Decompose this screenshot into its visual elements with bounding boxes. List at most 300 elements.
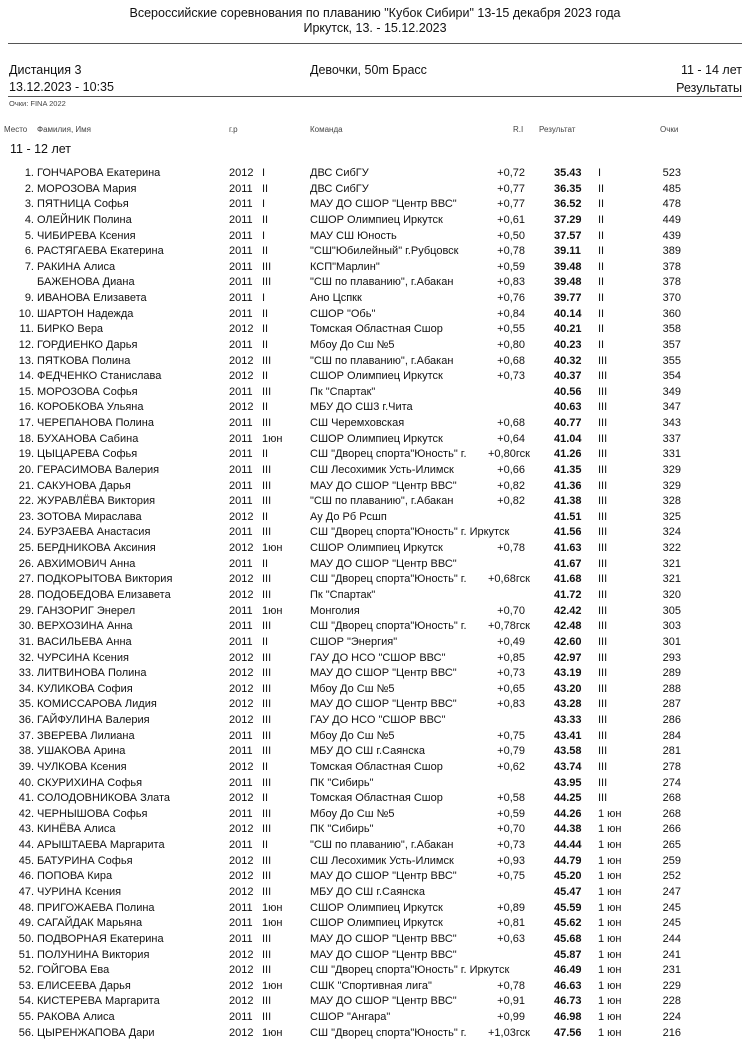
birth-year: 2012 — [229, 760, 254, 773]
points-value: 378 — [662, 260, 681, 273]
birth-year: 2012 — [229, 682, 254, 695]
table-row — [0, 588, 750, 604]
table-row — [0, 338, 750, 354]
athlete-grade: III — [262, 932, 272, 945]
reaction-index: +0,55 — [497, 323, 525, 336]
points-value: 224 — [662, 1011, 681, 1024]
birth-year: 2012 — [229, 354, 254, 367]
result-category: 1 юн — [598, 807, 622, 820]
reaction-index: +0,63 — [497, 932, 525, 945]
points-value: 244 — [662, 932, 681, 945]
table-row — [0, 619, 750, 635]
points-value: 439 — [662, 229, 681, 242]
result-time: 46.63 — [554, 979, 582, 992]
points-value: 241 — [662, 948, 681, 961]
team-name: СШ Черемховская — [310, 417, 405, 430]
result-category: II — [598, 292, 605, 305]
result-time: 43.74 — [554, 760, 582, 773]
team-name: МАУ ДО СШОР "Центр ВВС" — [310, 698, 457, 711]
athlete-grade: III — [262, 698, 272, 711]
athlete-name: ВАСИЛЬЕВА Анна — [37, 635, 132, 648]
points-value: 278 — [662, 760, 681, 773]
team-name: СШ Лесохимик Усть-Илимск — [310, 463, 454, 476]
reaction-index: +0,75 — [497, 729, 525, 742]
athlete-grade: II — [262, 307, 269, 320]
place-cell: 50. — [18, 932, 34, 945]
result-category: II — [598, 182, 605, 195]
result-time: 35.43 — [554, 167, 582, 179]
birth-year: 2011 — [229, 307, 253, 320]
result-time: 36.35 — [554, 182, 582, 195]
place-cell: 32. — [18, 651, 34, 664]
place-cell: 3. — [24, 198, 34, 211]
col-header-ri: R.I — [513, 125, 524, 134]
place-cell: 49. — [18, 917, 34, 930]
athlete-grade: III — [262, 354, 272, 367]
athlete-name: ЗВЕРЕВА Лилиана — [37, 729, 135, 742]
athlete-name: КОМИССАРОВА Лидия — [37, 698, 157, 711]
col-header-result: Результат — [539, 125, 576, 134]
points-value: 247 — [662, 885, 681, 898]
reaction-index: +0,50 — [497, 229, 525, 242]
result-time: 39.48 — [554, 276, 582, 289]
team-name: "СШ по плаванию", г.Абакан — [310, 276, 454, 289]
athlete-grade: III — [262, 714, 272, 727]
place-cell: 21. — [18, 479, 34, 492]
athlete-grade: III — [262, 948, 272, 961]
athlete-name: БУХАНОВА Сабина — [37, 432, 139, 445]
place-cell: 40. — [18, 776, 34, 789]
athlete-name: РАСТЯГАЕВА Екатерина — [37, 245, 164, 258]
team-name: ПК "Сибирь" — [310, 823, 374, 836]
athlete-name: ЕЛИСЕЕВА Дарья — [37, 979, 131, 992]
birth-year: 2011 — [229, 776, 253, 789]
team-name: СШОР "Обь" — [310, 307, 376, 320]
result-time: 45.47 — [554, 885, 582, 898]
place-cell: 9. — [24, 292, 34, 305]
result-time: 44.38 — [554, 823, 582, 836]
result-category: 1 юн — [598, 948, 622, 961]
birth-year: 2012 — [229, 589, 254, 601]
athlete-grade: III — [262, 651, 272, 664]
birth-year: 2011 — [229, 276, 253, 289]
result-category: III — [598, 745, 608, 758]
table-row — [0, 307, 750, 323]
athlete-name: САГАЙДАК Марьяна — [37, 917, 143, 930]
table-row — [0, 604, 750, 620]
athlete-name: АРЫШТАЕВА Маргарита — [37, 839, 165, 852]
table-row — [0, 682, 750, 698]
result-category: III — [598, 370, 608, 383]
points-value: 287 — [662, 698, 681, 711]
team-name: МАУ ДО СШОР "Центр ВВС" — [310, 870, 457, 883]
result-category: 1 юн — [598, 901, 622, 914]
team-name: МАУ СШ Юность — [310, 229, 397, 242]
reaction-index: +0,70 — [497, 604, 525, 617]
reaction-index: +0,85 — [497, 651, 525, 664]
points-value: 354 — [662, 370, 681, 383]
place-cell: 19. — [18, 448, 34, 461]
table-row — [0, 260, 750, 276]
points-value: 347 — [662, 401, 681, 414]
table-row — [0, 494, 750, 510]
athlete-grade: II — [262, 213, 269, 226]
result-time: 41.36 — [554, 479, 582, 492]
table-row — [0, 463, 750, 479]
birth-year: 2012 — [229, 667, 254, 680]
place-cell: 29. — [18, 604, 34, 617]
athlete-name: САКУНОВА Дарья — [37, 479, 131, 492]
team-name: СШОР Олимпиец Иркутск — [310, 213, 443, 226]
result-category: III — [598, 495, 608, 508]
team-name: СШОР "Ангара" — [310, 1011, 391, 1024]
table-row — [0, 182, 750, 198]
athlete-name: КИНЁВА Алиса — [37, 823, 116, 836]
points-value: 485 — [662, 182, 681, 195]
team-name: СШ Лесохимик Усть-Илимск — [310, 854, 454, 867]
birth-year: 2012 — [229, 714, 254, 727]
birth-year: 2012 — [229, 167, 254, 179]
team-name: МАУ ДО СШОР "Центр ВВС" — [310, 948, 457, 961]
athlete-grade: III — [262, 745, 272, 758]
place-cell: 5. — [24, 229, 34, 242]
birth-year: 2011 — [229, 417, 253, 430]
reaction-index: +0,75 — [497, 870, 525, 883]
result-time: 42.60 — [554, 635, 582, 648]
athlete-name: СКУРИХИНА Софья — [37, 776, 143, 789]
athlete-name: ГАЙФУЛИНА Валерия — [37, 714, 150, 727]
reaction-index: +0,72 — [497, 167, 525, 179]
athlete-grade: III — [262, 964, 272, 977]
birth-year: 2011 — [229, 385, 253, 398]
reaction-index: +0,76 — [497, 292, 525, 305]
result-category: II — [598, 276, 605, 289]
result-time: 43.20 — [554, 682, 582, 695]
result-time: 43.28 — [554, 698, 582, 711]
team-name: Ано Цспкк — [310, 292, 362, 305]
team-name: СШОР Олимпиец Иркутск — [310, 370, 443, 383]
result-category: II — [598, 198, 605, 211]
table-row — [0, 791, 750, 807]
athlete-name: БАЖЕНОВА Диана — [37, 276, 135, 289]
athlete-grade: III — [262, 870, 272, 883]
athlete-name: ПОДВОРНАЯ Екатерина — [37, 932, 164, 945]
points-value: 324 — [662, 526, 681, 539]
birth-year: 2011 — [229, 432, 253, 445]
table-row — [0, 197, 750, 213]
birth-year: 2011 — [229, 1011, 253, 1024]
points-value: 265 — [662, 839, 681, 852]
points-value: 252 — [662, 870, 681, 883]
athlete-grade: 1юн — [262, 901, 283, 914]
place-cell: 16. — [18, 401, 34, 414]
document-type: Результаты — [676, 81, 742, 95]
place-cell: 27. — [18, 573, 34, 586]
table-row — [0, 776, 750, 792]
points-value: 337 — [662, 432, 681, 445]
athlete-name: РАКИНА Алиса — [37, 260, 116, 273]
birth-year: 2011 — [229, 495, 253, 508]
age-group-heading: 11 - 12 лет — [10, 142, 72, 156]
points-value: 293 — [662, 651, 681, 664]
result-category: III — [598, 557, 608, 570]
result-category: III — [598, 542, 608, 555]
place-cell: 37. — [18, 729, 34, 742]
team-name: ПК "Сибирь" — [310, 776, 374, 789]
athlete-name: ВЕРХОЗИНА Анна — [37, 620, 133, 633]
athlete-grade: III — [262, 729, 272, 742]
document-subtitle: Иркутск, 13. - 15.12.2023 — [303, 21, 447, 35]
points-value: 478 — [662, 198, 681, 211]
result-time: 41.26 — [554, 448, 582, 461]
birth-year: 2011 — [229, 807, 253, 820]
result-category: 1 юн — [598, 885, 622, 898]
result-time: 40.23 — [554, 338, 582, 351]
table-row — [0, 979, 750, 995]
table-row — [0, 932, 750, 948]
birth-year: 2012 — [229, 792, 254, 805]
points-value: 343 — [662, 417, 681, 430]
table-row — [0, 385, 750, 401]
table-row — [0, 713, 750, 729]
reaction-index: +0,83 — [497, 698, 525, 711]
team-name: "СШ"Юбилейный" г.Рубцовск — [310, 245, 459, 258]
athlete-name: СОЛОДОВНИКОВА Злата — [37, 792, 171, 805]
athlete-grade: III — [262, 854, 272, 867]
reaction-index: +0,68гск — [488, 573, 530, 586]
reaction-index: +0,99 — [497, 1011, 525, 1024]
team-name: МАУ ДО СШОР "Центр ВВС" — [310, 557, 457, 570]
result-time: 47.56 — [554, 1026, 582, 1039]
reaction-index: +0,82 — [497, 479, 525, 492]
athlete-grade: 1юн — [262, 542, 283, 555]
table-row — [0, 822, 750, 838]
points-value: 360 — [662, 307, 681, 320]
birth-year: 2011 — [229, 635, 253, 648]
place-cell: 4. — [24, 213, 34, 226]
reaction-index: +0,83 — [497, 276, 525, 289]
result-category: II — [598, 245, 605, 258]
reaction-index: +1,03гск — [488, 1026, 530, 1039]
reaction-index: +0,61 — [497, 213, 525, 226]
athlete-name: ИВАНОВА Елизавета — [37, 292, 147, 305]
place-cell: 43. — [18, 823, 34, 836]
birth-year: 2012 — [229, 698, 254, 711]
place-cell: 6. — [24, 245, 34, 258]
athlete-name: АВХИМОВИЧ Анна — [37, 557, 136, 570]
table-row — [0, 697, 750, 713]
result-category: III — [598, 526, 608, 539]
team-name: Ау До Рб Рсшп — [310, 510, 387, 523]
athlete-name: ГОЙГОВА Ева — [37, 964, 110, 977]
result-time: 43.95 — [554, 776, 582, 789]
athlete-name: ЦЫЦАРЕВА Софья — [37, 448, 138, 461]
col-header-points: Очки — [660, 125, 679, 134]
reaction-index: +0,68 — [497, 354, 525, 367]
birth-year: 2011 — [229, 526, 253, 539]
table-row — [0, 416, 750, 432]
result-time: 44.26 — [554, 807, 582, 820]
reaction-index: +0,78 — [497, 245, 525, 258]
table-row — [0, 885, 750, 901]
athlete-grade: II — [262, 839, 269, 852]
result-category: III — [598, 573, 608, 586]
points-value: 229 — [662, 979, 681, 992]
table-row — [0, 479, 750, 495]
birth-year: 2012 — [229, 573, 254, 586]
result-category: I — [598, 167, 602, 179]
reaction-index: +0,68 — [497, 417, 525, 430]
team-name: "СШ по плаванию", г.Абакан — [310, 839, 454, 852]
col-header-year: г.р — [229, 125, 238, 134]
place-cell: 7. — [24, 260, 34, 273]
place-cell: 55. — [18, 1011, 34, 1024]
athlete-grade: III — [262, 1011, 272, 1024]
team-name: ДВС СибГУ — [310, 182, 369, 195]
result-category: 1 юн — [598, 1026, 622, 1039]
age-range: 11 - 14 лет — [680, 63, 742, 77]
athlete-grade: II — [262, 792, 269, 805]
athlete-grade: 1юн — [262, 604, 283, 617]
points-value: 303 — [662, 620, 681, 633]
place-cell: 31. — [18, 635, 34, 648]
athlete-name: БУРЗАЕВА Анастасия — [37, 526, 151, 539]
birth-year: 2011 — [229, 463, 253, 476]
result-category: 1 юн — [598, 979, 622, 992]
event-datetime: 13.12.2023 - 10:35 — [9, 80, 114, 94]
place-cell: 25. — [18, 542, 34, 555]
distance-label: Дистанция 3 — [9, 63, 82, 77]
result-time: 41.51 — [554, 510, 582, 523]
points-value: 266 — [662, 823, 681, 836]
athlete-name: КУЛИКОВА София — [37, 682, 133, 695]
table-row — [0, 369, 750, 385]
athlete-grade: II — [262, 338, 269, 351]
result-time: 41.67 — [554, 557, 582, 570]
place-cell: 56. — [18, 1026, 34, 1039]
result-category: III — [598, 714, 608, 727]
team-name: МАУ ДО СШОР "Центр ВВС" — [310, 198, 457, 211]
result-category: III — [598, 635, 608, 648]
athlete-name: МОРОЗОВА Софья — [37, 385, 138, 398]
result-time: 41.35 — [554, 463, 582, 476]
athlete-grade: III — [262, 682, 272, 695]
points-value: 357 — [662, 338, 681, 351]
team-name: СШОР Олимпиец Иркутск — [310, 917, 443, 930]
athlete-grade: III — [262, 495, 272, 508]
place-cell: 13. — [18, 354, 34, 367]
result-category: III — [598, 667, 608, 680]
points-value: 216 — [662, 1026, 681, 1039]
result-time: 46.73 — [554, 995, 582, 1008]
result-category: III — [598, 698, 608, 711]
points-value: 289 — [662, 667, 681, 680]
place-cell: 1. — [24, 167, 34, 179]
place-cell: 12. — [18, 338, 34, 351]
header-divider — [8, 43, 742, 44]
athlete-name: ЧУРСИНА Ксения — [37, 651, 129, 664]
place-cell: 36. — [18, 714, 34, 727]
result-category: 1 юн — [598, 964, 622, 977]
reaction-index: +0,59 — [497, 807, 525, 820]
points-note: Очки: FINA 2022 — [9, 99, 66, 108]
col-header-place: Место — [4, 125, 28, 134]
result-category: II — [598, 229, 605, 242]
reaction-index: +0,49 — [497, 635, 525, 648]
table-row — [0, 807, 750, 823]
result-time: 46.98 — [554, 1011, 582, 1024]
result-time: 45.59 — [554, 901, 582, 914]
result-category: III — [598, 589, 608, 601]
result-time: 41.56 — [554, 526, 582, 539]
team-name: МАУ ДО СШОР "Центр ВВС" — [310, 932, 457, 945]
col-header-team: Команда — [310, 125, 343, 134]
athlete-grade: 1юн — [262, 979, 283, 992]
athlete-name: ШАРТОН Надежда — [37, 307, 134, 320]
birth-year: 2012 — [229, 854, 254, 867]
table-row — [0, 572, 750, 588]
athlete-name: ЧИБИРЕВА Ксения — [37, 229, 136, 242]
reaction-index: +0,91 — [497, 995, 525, 1008]
birth-year: 2012 — [229, 948, 254, 961]
place-cell: 33. — [18, 667, 34, 680]
team-name: СШОР Олимпиец Иркутск — [310, 542, 443, 555]
athlete-name: ГАНЗОРИГ Энерел — [37, 604, 136, 617]
birth-year: 2012 — [229, 542, 254, 555]
place-cell: 11. — [19, 323, 34, 336]
result-category: III — [598, 510, 608, 523]
result-time: 42.97 — [554, 651, 582, 664]
reaction-index: +0,84 — [497, 307, 525, 320]
table-row — [0, 1010, 750, 1026]
result-time: 43.19 — [554, 667, 582, 680]
points-value: 305 — [662, 604, 681, 617]
event-divider — [8, 96, 742, 97]
table-row — [0, 635, 750, 651]
result-category: III — [598, 651, 608, 664]
table-row — [0, 854, 750, 870]
points-value: 328 — [662, 495, 681, 508]
result-category: 1 юн — [598, 1011, 622, 1024]
place-cell: 22. — [18, 495, 34, 508]
table-row — [0, 322, 750, 338]
table-row — [0, 432, 750, 448]
birth-year: 2011 — [229, 182, 253, 195]
table-row — [0, 916, 750, 932]
table-row — [0, 275, 750, 291]
result-category: III — [598, 682, 608, 695]
team-name: СШ "Дворец спорта"Юность" г. — [310, 620, 467, 633]
points-value: 523 — [662, 167, 681, 179]
result-time: 46.49 — [554, 964, 582, 977]
result-time: 45.87 — [554, 948, 582, 961]
athlete-name: КИСТЕРЕВА Маргарита — [37, 995, 160, 1008]
result-time: 41.04 — [554, 432, 582, 445]
result-time: 41.68 — [554, 573, 582, 586]
birth-year: 2011 — [229, 245, 253, 258]
table-row — [0, 510, 750, 526]
reaction-index: +0,73 — [497, 370, 525, 383]
points-value: 274 — [662, 776, 681, 789]
team-name: ГАУ ДО НСО "СШОР ВВС" — [310, 651, 446, 664]
reaction-index: +0,73 — [497, 839, 525, 852]
athlete-grade: II — [262, 401, 269, 414]
athlete-grade: II — [262, 245, 269, 258]
result-category: III — [598, 760, 608, 773]
birth-year: 2011 — [229, 729, 253, 742]
result-category: 1 юн — [598, 870, 622, 883]
birth-year: 2011 — [229, 198, 253, 211]
